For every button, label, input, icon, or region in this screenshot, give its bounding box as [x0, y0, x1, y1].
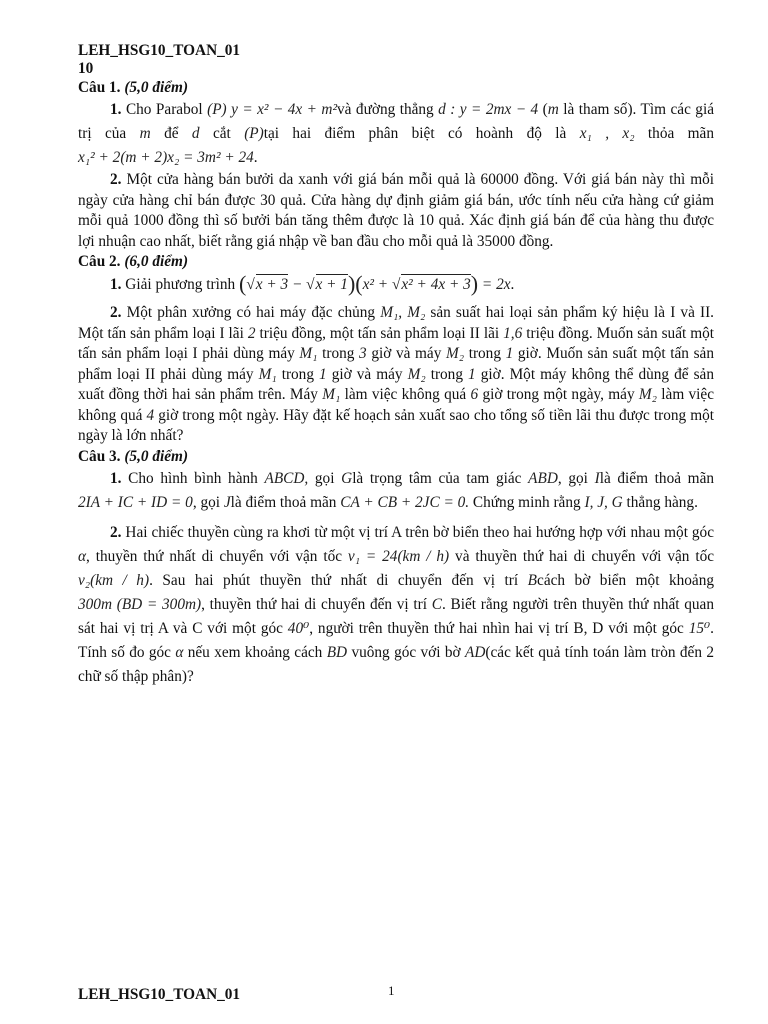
math-vector-eq-2: CA + CB + 2JC = 0.: [340, 493, 470, 511]
exam-page: [78, 42, 714, 689]
question-title: Câu 2.: [78, 253, 121, 270]
question-points: (6,0 điểm): [124, 253, 189, 270]
math-line-d: d : y = 2mx − 4: [438, 101, 539, 118]
grade-label: 10: [78, 60, 94, 77]
page-number: 1: [388, 983, 395, 998]
question-2-heading: [78, 252, 714, 272]
q2-part-1: 1. Giải phương trình (√x + 3 − √x + 1)(x² + √x² + 4x + 3) = 2x.: [110, 271, 515, 296]
math-parabol: (P) y = x² − 4x + m²: [207, 101, 338, 118]
math-vector-eq-1: 2IA + IC + ID = 0: [78, 493, 193, 511]
q1-part-1: 1. Cho Parabol (P) y = x² − 4x + m²và đường thẳng d : y = 2mx − 4 (m là tham số). Tìm các giá trị của m để d cắt (P)tại hai điểm phân biệt có hoành độ là x₁ , x₂ thỏa mãn x₁² + 2(m + 2)x₂ = 3m² + 24.: [78, 101, 715, 166]
doc-code: LEH_HSG10_TOAN_01: [78, 42, 241, 59]
question-3-heading: [78, 447, 714, 467]
q3-part-2: 2. Hai chiếc thuyền cùng ra khơi từ một vị trí A trên bờ biển theo hai hướng hợp với nhau một góc α, thuyền thứ nhất di chuyển với vận tốc v₁ = 24(km / h) và thuyền thứ hai di chuyển với vận tốc v₂(km / h). Sau hai phút thuyền thứ nhất di chuyển đến vị trí Bcách bờ biển một khoảng 300m (BD = 300m), thuyền thứ hai di chuyển đến vị trí C. Biết rằng người trên thuyền thứ nhất quan sát hai vị trị A và C với một góc 40⁰, người trên thuyền thứ hai nhìn hai vị trí B, D với một góc 15⁰. Tính số đo góc α nếu xem khoảng cách BD vuông góc với bờ AD(các kết quả tính toán làm tròn đến 2 chữ số thập phân)?: [78, 523, 715, 685]
question-1-heading: [78, 78, 714, 98]
question-title: Câu 3.: [78, 447, 121, 465]
math-equation: (√x + 3 − √x + 1)(x² + √x² + 4x + 3) = 2x: [238, 271, 511, 296]
math-condition: x₁² + 2(m + 2)x₂ = 3m² + 24: [78, 149, 254, 166]
q1-part-2: 2. Một cửa hàng bán bưởi da xanh với giá bán mỗi quả là 60000 đồng. Với giá bán này thì mỗi ngày cửa hàng chỉ bán được 30 quả. Cửa hàng dự định giảm giá bán, ước tính nếu cửa hàng cứ giảm mỗi quả 1000 đồng thì số bưởi bán tăng thêm được là 10 quả. Xác định giá bán để của hàng thu được lợi nhuận cao nhất, biết rằng giá nhập về ban đầu cho mỗi quả là 35000 đồng.: [78, 171, 714, 250]
question-points: (5,0 điểm): [124, 79, 189, 96]
question-points: (5,0 điểm): [124, 447, 189, 465]
question-title: Câu 1.: [78, 79, 121, 96]
q2-part-2: 2. Một phân xưởng có hai máy đặc chủng M₁, M₂ sản suất hai loại sản phẩm ký hiệu là I và II. Một tấn sản phẩm loại I lãi 2 triệu đồng, một tấn sản phẩm loại II lãi 1,6 triệu đồng. Muốn sản suất một tấn sản phẩm loại I phải dùng máy M₁ trong 3 giờ và máy M₂ trong 1 giờ. Muốn sản suất một tấn sản phẩm loại II phải dùng máy M₁ trong 1 giờ và máy M₂ trong 1 giờ. Một máy không thể dùng để sản xuất đồng thời hai sản phẩm trên. Máy M₁ làm việc không quá 6 giờ trong một ngày, máy M₂ làm việc không quá 4 giờ trong một ngày. Hãy đặt kế hoạch sản xuất sao cho tổng số tiền lãi thu được trong một ngày là lớn nhất?: [78, 304, 715, 444]
footer-doc-code: LEH_HSG10_TOAN_01: [78, 986, 241, 1003]
q3-part-1: 1. Cho hình bình hành ABCD, gọi Glà trọng tâm của tam giác ABD, gọi Ilà điểm thoả mãn 2IA + IC + ID = 0, gọi Jlà điểm thoả mãn CA + CB + 2JC = 0. Chứng minh rằng I, J, G thẳng hàng.: [78, 469, 715, 511]
